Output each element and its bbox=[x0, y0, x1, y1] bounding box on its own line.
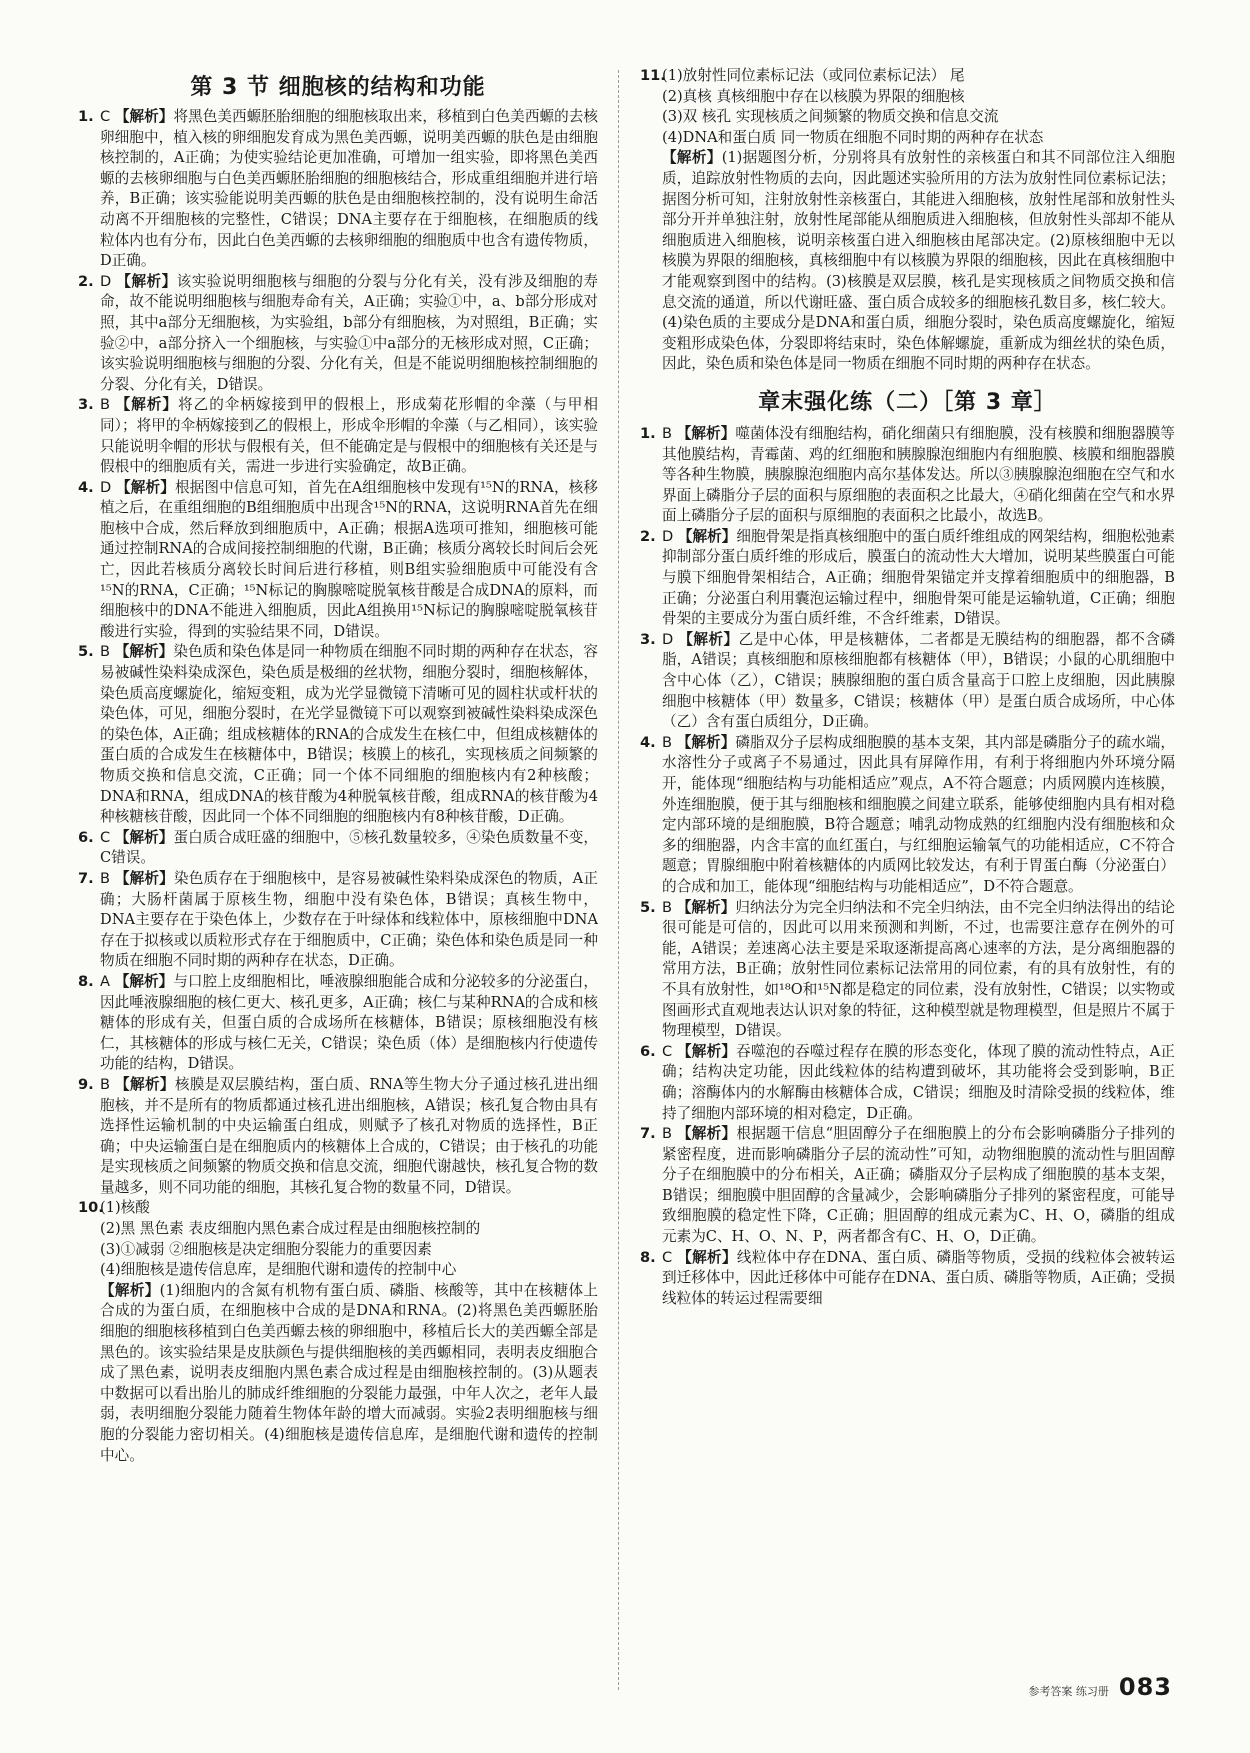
analysis-tag: 【解析】 bbox=[115, 396, 179, 414]
column-divider bbox=[618, 70, 619, 1690]
footer-label: 参考答案 练习册 bbox=[1028, 1685, 1109, 1698]
analysis-tag: 【解析】 bbox=[676, 898, 736, 916]
analysis-paragraph: 【解析】(1)细胞内的含氮有机物有蛋白质、磷脂、核酸等，其中在核糖体上合成的为蛋白质，在细胞核中合成的是DNA和RNA。(2)将黑色美西螈胚胎细胞的细胞核移植到白色美西螈去核的卵细胞中，移植后长大的美西螈全部是黑色的。该实验结果是皮肤颜色与提供细胞核的美西螈相同，表明表皮细胞合成了黑色素，说明表皮细胞内黑色素合成过程是由细胞核控制的。(3)从题表中数据可以看出胎儿的肺成纤维细胞的分裂能力最强，中年人次之，老年人最弱，表明细胞分裂能力随着生物体年龄的增大而减弱。实验2表明细胞核与细胞的分裂能力密切相关。(4)细胞核是遗传信息库，是细胞代谢和遗传的控制中心。 bbox=[100, 1281, 598, 1464]
sub-answer: (2)真核 真核细胞中存在以核膜为界限的细胞核 bbox=[662, 87, 965, 105]
analysis-tag: 【解析】 bbox=[114, 828, 174, 846]
sub-answer: (3)双 核孔 实现核质之间频繁的物质交换和信息交流 bbox=[662, 108, 999, 126]
review-item-5: 5. B 【解析】归纳法分为完全归纳法和不完全归纳法，由不完全归纳法得出的结论很可能是可信的，因此可以用来预测和判断，不过，也需要注意存在例外的可能，A错误；差速离心法主要是采取逐渐提高离心速率的方法，是分离细胞器的常用方法，B正确；放射性同位素标记法常用的同位素，有的具有放射性，有的不具有放射性，如¹⁸O和¹⁵N都是稳定的同位素，没有放射性，C错误；以实物或图画形式直观地表达认识对象的特征，这种模型就是物理模型，但是照片不属于物理模型，D错误。 bbox=[640, 898, 1175, 1040]
analysis-tag: 【解析】 bbox=[116, 272, 177, 290]
review-item-2: 2. D 【解析】细胞骨架是指真核细胞中的蛋白质纤维组成的网架结构，细胞松弛素抑制部分蛋白质纤维的形成后，膜蛋白的流动性大大增加，说明某些膜蛋白可能与膜下细胞骨架相结合，A正确；细胞骨架锚定并支撑着细胞质中的细胞器，B正确；分泌蛋白利用囊泡运输过程中，细胞骨架可能是运输轨道，C正确；细胞骨架的主要成分为蛋白质纤维，不含纤维素，D错误。 bbox=[640, 527, 1175, 628]
answer-item-8: 8. A 【解析】与口腔上皮细胞相比，唾液腺细胞能合成和分泌较多的分泌蛋白，因此唾液腺细胞的核仁更大、核孔更多，A正确；核仁与某种RNA的合成和核糖体的形成有关，但蛋白质的合成场所在核糖体，B错误；原核细胞没有核仁，其核糖体的形成与核仁无关，C错误；染色质（体）是细胞核内行使遗传功能的结构，D错误。 bbox=[78, 972, 598, 1073]
analysis-tag: 【解析】 bbox=[116, 478, 175, 496]
analysis-tag: 【解析】 bbox=[676, 1125, 737, 1143]
answer-item-3: 3. B 【解析】将乙的伞柄嫁接到甲的假根上，形成菊花形帽的伞藻（与甲相同）；将甲的伞柄嫁接到乙的假根上，形成伞形帽的伞藻（与乙相同），该实验只能说明伞帽的形状与假根有关，但不能确定是与假根中的细胞核有关还是与假根中的细胞质有关，需进一步进行实验确定，故B正确。 bbox=[78, 396, 598, 476]
analysis-tag: 【解析】 bbox=[677, 1042, 737, 1060]
analysis-tag: 【解析】 bbox=[676, 733, 736, 751]
review-item-7: 7. B 【解析】根据题干信息“胆固醇分子在细胞膜上的分布会影响磷脂分子排列的紧密程度，进而影响磷脂分子层的流动性”可知，动物细胞膜的流动性与胆固醇分子在细胞膜中的分布相关，A正确；磷脂双分子层构成了细胞膜的基本支架，B错误；细胞膜中胆固醇的含量减少，会影响磷脂分子排列的紧密程度，可能导致细胞膜的稳定性下降，C正确；胆固醇的组成元素为C、H、O，磷脂的组成元素为C、H、O、N、P，两者都含有C、H、O，D正确。 bbox=[640, 1125, 1175, 1246]
answer-item-4: 4. D 【解析】根据图中信息可知，首先在A组细胞核中发现有¹⁵N的RNA，核移植之后，在重组细胞的B组细胞质中出现含¹⁵N的RNA，这说明RNA首先在细胞核中合成，然后释放到细胞质中，A正确；根据A选项可推知，细胞核可能通过控制RNA的合成间接控制细胞的代谢，B正确；核质分离较长时间后会死亡，因此若核质分离较长时间后进行移植，则B组实验细胞质中可能没有含¹⁵N的RNA，C正确；¹⁵N标记的胸腺嘧啶脱氧核苷酸是合成DNA的原料，而细胞核中的DNA不能进入细胞质，因此A组换用¹⁵N标记的胸腺嘧啶脱氧核苷酸进行实验，得到的实验结果不同，D错误。 bbox=[78, 478, 598, 640]
answer-item-7: 7. B 【解析】染色质存在于细胞核中，是容易被碱性染料染成深色的物质，A正确；大肠杆菌属于原核生物，细胞中没有染色体，B错误；真核生物中，DNA主要存在于染色体上，少数存在于叶绿体和线粒体中，原核细胞中DNA存在于拟核或以质粒形式存在于细胞质中，C正确；染色体和染色质是同一种物质在细胞不同时期的两种存在状态，D正确。 bbox=[78, 869, 598, 970]
review-item-4: 4. B 【解析】磷脂双分子层构成细胞膜的基本支架，其内部是磷脂分子的疏水端，水溶性分子或离子不易通过，因此具有屏障作用，有利于将细胞内外环境分隔开，能体现“细胞结构与功能相适应”观点，A不符合题意；内质网膜内连核膜，外连细胞膜，便于其与细胞核和细胞膜之间建立联系，能够使细胞内具有相对稳定内部环境的是细胞膜，B符合题意；哺乳动物成熟的红细胞内没有细胞核和众多的细胞器，内含丰富的血红蛋白，与红细胞运输氧气的功能相适应，C不符合题意；胃腺细胞中附着核糖体的内质网比较发达，有利于胃蛋白酶（分泌蛋白）的合成和加工，能体现“细胞结构与功能相适应”，D不符合题意。 bbox=[640, 733, 1175, 895]
review-item-1: 1. B 【解析】噬菌体没有细胞结构，硝化细菌只有细胞膜，没有核膜和细胞器膜等其他膜结构，青霉菌、鸡的红细胞和胰腺腺泡细胞内有细胞膜、核膜和细胞器膜等各种生物膜，胰腺腺泡细胞内高尔基体发达。所以③胰腺腺泡细胞在空气和水界面上磷脂分子层的面积与原细胞的表面积之比最大，④硝化细菌在空气和水界面上磷脂分子层的面积与原细胞的表面积之比最小，故选B。 bbox=[640, 424, 1175, 525]
review-item-6: 6. C 【解析】吞噬泡的吞噬过程存在膜的形态变化，体现了膜的流动性特点，A正确；结构决定功能，因此线粒体的结构遭到破坏，其功能将会受到影响，B正确；溶酶体内的水解酶由核糖体合成，C错误；细胞及时清除受损的线粒体，维持了细胞内部环境的相对稳定，D正确。 bbox=[640, 1042, 1176, 1122]
sub-answer: (4)细胞核是遗传信息库，是细胞代谢和遗传的控制中心 bbox=[100, 1261, 457, 1279]
right-column bbox=[640, 66, 1175, 1309]
analysis-tag: 【解析】 bbox=[115, 1075, 175, 1093]
chapter-review-title: 章末强化练（二）［第 3 章］ bbox=[758, 389, 1057, 415]
answer-item-11: 11.(1)放射性同位素标记法（或同位素标记法） 尾 bbox=[640, 67, 965, 84]
left-column bbox=[78, 66, 598, 1466]
analysis-tag: 【解析】 bbox=[662, 149, 722, 167]
sub-answer: (4)DNA和蛋白质 同一物质在细胞不同时期的两种存在状态 bbox=[662, 128, 1044, 146]
page-footer bbox=[1028, 1673, 1172, 1701]
answer-item-6: 6. C 【解析】蛋白质合成旺盛的细胞中，⑤核孔数量较多，④染色质数量不变，C错误。 bbox=[78, 828, 598, 867]
analysis-tag: 【解析】 bbox=[114, 869, 174, 887]
analysis-tag: 【解析】 bbox=[677, 527, 737, 545]
page-number: 083 bbox=[1118, 1673, 1172, 1701]
analysis-tag: 【解析】 bbox=[100, 1281, 160, 1299]
review-item-3: 3. D 【解析】乙是中心体，甲是核糖体，二者都是无膜结构的细胞器，都不含磷脂，A错误；真核细胞和原核细胞都有核糖体（甲），B错误；小鼠的心肌细胞中含中心体（乙），C错误；胰腺细胞的蛋白质含量高于口腔上皮细胞，因此胰腺细胞中核糖体（甲）数量多，C错误；核糖体（甲）是蛋白质合成场所，中心体（乙）含有蛋白质组分，D正确。 bbox=[640, 630, 1175, 731]
analysis-tag: 【解析】 bbox=[678, 630, 739, 648]
sub-answer: (2)黑 黑色素 表皮细胞内黑色素合成过程是由细胞核控制的 bbox=[100, 1220, 481, 1238]
sub-answer: (3)①减弱 ②细胞核是决定细胞分裂能力的重要因素 bbox=[100, 1240, 432, 1258]
analysis-tag: 【解析】 bbox=[676, 424, 736, 442]
answer-item-9: 9. B 【解析】核膜是双层膜结构，蛋白质、RNA等生物大分子通过核孔进出细胞核，并不是所有的物质都通过核孔进出细胞核，A错误；核孔复合物由具有选择性运输机制的中央运输蛋白组成，则赋予了核孔对物质的选择性，B正确；中央运输蛋白是在细胞质内的核糖体上合成的，C错误；由于核孔的功能是实现核质之间频繁的物质交换和信息交流，细胞代谢越快，核孔复合物的数量越多，则不同功能的细胞，其核孔复合物的数量不同，D错误。 bbox=[78, 1075, 598, 1196]
answer-item-2: 2. D 【解析】该实验说明细胞核与细胞的分裂与分化有关，没有涉及细胞的寿命，故不能说明细胞核与细胞寿命有关，A正确；实验①中，a、b部分形成对照，其中a部分无细胞核，为实验组，b部分有细胞核，为对照组，B正确；实验②中，a部分挤入一个细胞核，与实验①中a部分的无核形成对照，C正确；该实验说明细胞核与细胞的分裂、分化有关，但是不能说明细胞核控制细胞的分裂、分化有关，D错误。 bbox=[78, 272, 598, 393]
answer-item-5: 5. B 【解析】染色质和染色体是同一种物质在细胞不同时期的两种存在状态，容易被碱性染料染成深色，染色质是极细的丝状物，细胞分裂时，细胞核解体，染色质高度螺旋化，缩短变粗，成为光学显微镜下清晰可见的圆柱状或杆状的染色体，可见，细胞分裂时，在光学显微镜下可以观察到被碱性染料染成深色的染色体，A正确；组成核糖体的RNA的合成发生在核仁中，但组成核糖体的蛋白质的合成发生在核糖体中，B错误；核膜上的核孔，实现核质之间频繁的物质交换和信息交流，C正确；同一个体不同细胞的细胞核内有2种核酸；DNA和RNA，组成DNA的核苷酸为4种脱氧核苷酸，组成RNA的核苷酸为4种核糖核苷酸，因此同一个体不同细胞的细胞核内有8种核苷酸，D正确。 bbox=[78, 643, 598, 826]
analysis-tag: 【解析】 bbox=[677, 1248, 737, 1266]
answer-item-1: 1. C 【解析】将黑色美西螈胚胎细胞的细胞核取出来，移植到白色美西螈的去核卵细胞中，植入核的卵细胞发育成为黑色美西螈，说明美西螈的肤色是由细胞核控制的，A正确；为使实验结论更加准确，可增加一组实验，即将黑色美西螈的去核卵细胞与白色美西螈胚胎细胞的细胞核结合，形成重组细胞并进行培养，B正确；该实验能说明美西螈的肤色是由细胞核控制的，没有说明生命活动离不开细胞核的完整性，C错误；DNA主要存在于细胞核，在细胞质的线粒体内也有分布，因此白色美西螈的去核卵细胞的细胞质中也含有遗传物质，D正确。 bbox=[78, 108, 598, 270]
answer-item-10: 10.(1)核酸 bbox=[78, 1199, 150, 1217]
section-title: 第 3 节 细胞核的结构和功能 bbox=[190, 75, 486, 100]
analysis-tag: 【解析】 bbox=[114, 643, 174, 661]
analysis-paragraph: 【解析】(1)据题图分析，分别将具有放射性的亲核蛋白和其不同部位注入细胞质，追踪放射性物质的去向，因此题述实验所用的方法为放射性同位素标记法；据图分析可知，注射放射性亲核蛋白，其能进入细胞核，放射性尾部和放射性头部分开并单独注射，放射性尾部能从细胞质进入细胞核，但放射性头部却不能从细胞质进入细胞核，说明亲核蛋白进入细胞核由尾部决定。(2)原核细胞中无以核膜为界限的细胞核，真核细胞中有以核膜为界限的细胞核，因此在真核细胞中才能观察到图中的结构。(3)核膜是双层膜，核孔是实现核质之间物质交换和信息交流的通道，所以代谢旺盛、蛋白质合成较多的细胞核孔数目多，核仁较大。(4)染色质的主要成分是DNA和蛋白质，细胞分裂时，染色质高度螺旋化，缩短变粗形成染色体，分裂即将结束时，染色体解螺旋，重新成为细丝状的染色质，因此，染色质和染色体是同一物质在细胞不同时期的两种存在状态。 bbox=[662, 149, 1175, 373]
analysis-tag: 【解析】 bbox=[114, 108, 174, 125]
analysis-tag: 【解析】 bbox=[114, 972, 174, 990]
review-item-8: 8. C 【解析】线粒体中存在DNA、蛋白质、磷脂等物质，受损的线粒体会被转运到迁移体中，因此迁移体中可能存在DNA、蛋白质、磷脂等物质，A正确；受损线粒体的转运过程需要细 bbox=[640, 1248, 1175, 1307]
